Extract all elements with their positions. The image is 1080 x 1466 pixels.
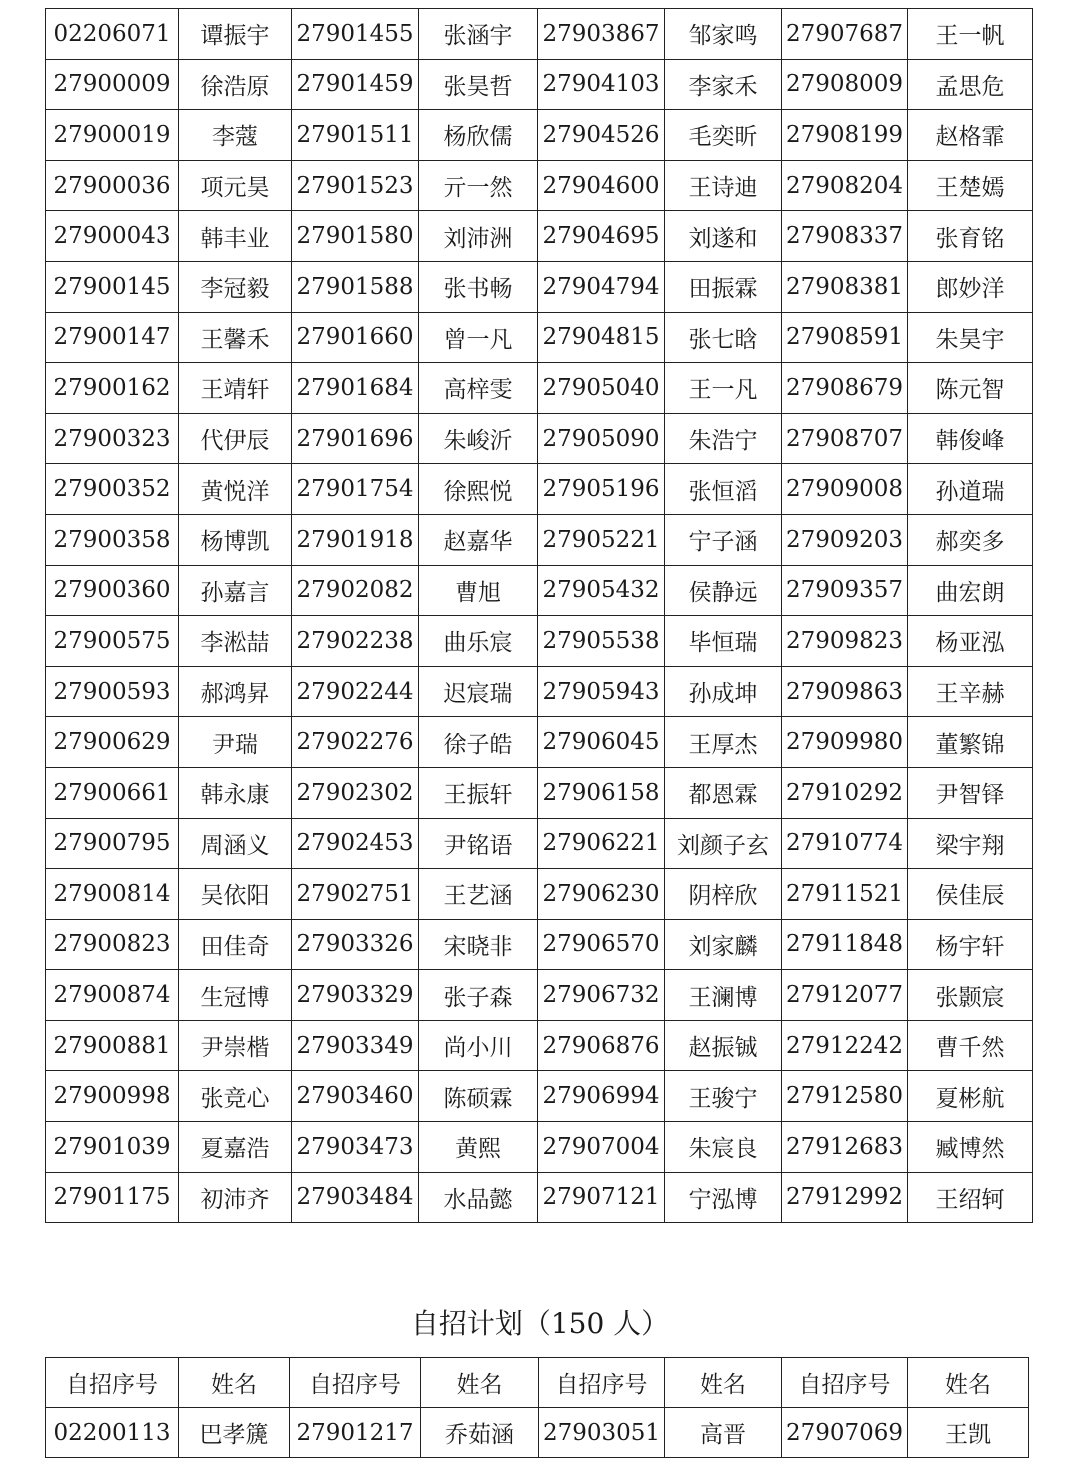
id-cell: 27904526	[538, 110, 665, 161]
name-cell: 宋晓非	[419, 919, 538, 970]
id-cell: 27905943	[538, 666, 665, 717]
name-cell: 迟宸瑞	[419, 666, 538, 717]
name-cell: 吴依阳	[179, 869, 292, 920]
name-cell: 郝奕多	[908, 514, 1033, 565]
name-cell: 张子森	[419, 970, 538, 1021]
id-cell: 27901511	[292, 110, 419, 161]
id-cell: 27900575	[46, 616, 179, 667]
table-row	[46, 514, 1033, 565]
name-cell: 徐浩原	[179, 59, 292, 110]
id-cell: 27909357	[782, 565, 908, 616]
id-cell: 27905538	[538, 616, 665, 667]
column-header: 姓名	[179, 1358, 290, 1408]
table-row	[46, 818, 1033, 869]
id-cell: 27902751	[292, 869, 419, 920]
name-cell: 亓一然	[419, 160, 538, 211]
id-cell: 27901459	[292, 59, 419, 110]
id-cell: 27900593	[46, 666, 179, 717]
column-header: 姓名	[665, 1358, 782, 1408]
id-cell: 27910774	[782, 818, 908, 869]
name-cell: 毕恒瑞	[665, 616, 782, 667]
id-cell: 27903473	[292, 1122, 419, 1173]
id-cell: 27901918	[292, 514, 419, 565]
id-cell: 27900043	[46, 211, 179, 262]
table-row	[46, 1408, 1029, 1458]
name-cell: 王一凡	[665, 363, 782, 414]
column-header: 自招序号	[539, 1358, 665, 1408]
self-enrollment-table	[45, 1357, 1029, 1458]
id-cell: 27900162	[46, 363, 179, 414]
id-cell: 27900874	[46, 970, 179, 1021]
table-row	[46, 767, 1033, 818]
name-cell: 夏彬航	[908, 1071, 1033, 1122]
table-row	[46, 110, 1033, 161]
column-header: 姓名	[421, 1358, 539, 1408]
id-cell: 27902302	[292, 767, 419, 818]
id-cell: 27907004	[538, 1122, 665, 1173]
name-cell: 韩丰业	[179, 211, 292, 262]
name-cell: 曾一凡	[419, 312, 538, 363]
name-cell: 项元昊	[179, 160, 292, 211]
id-cell: 27908591	[782, 312, 908, 363]
id-cell: 27912683	[782, 1122, 908, 1173]
name-cell: 都恩霖	[665, 767, 782, 818]
name-cell: 曹千然	[908, 1020, 1033, 1071]
id-cell: 27904815	[538, 312, 665, 363]
id-cell: 27912077	[782, 970, 908, 1021]
name-cell: 王艺涵	[419, 869, 538, 920]
name-cell: 王靖轩	[179, 363, 292, 414]
id-cell: 27903460	[292, 1071, 419, 1122]
id-cell: 27901523	[292, 160, 419, 211]
name-cell: 水品懿	[419, 1172, 538, 1223]
id-cell: 27905040	[538, 363, 665, 414]
table-row	[46, 869, 1033, 920]
id-cell: 27900323	[46, 413, 179, 464]
name-cell: 尹瑞	[179, 717, 292, 768]
table-row	[46, 1020, 1033, 1071]
name-cell: 张昊哲	[419, 59, 538, 110]
id-cell: 27900145	[46, 261, 179, 312]
id-cell: 27900147	[46, 312, 179, 363]
name-cell: 谭振宇	[179, 9, 292, 60]
name-cell: 杨宇轩	[908, 919, 1033, 970]
id-cell: 27912580	[782, 1071, 908, 1122]
name-cell: 张育铭	[908, 211, 1033, 262]
name-cell: 臧博然	[908, 1122, 1033, 1173]
id-cell: 27900352	[46, 464, 179, 515]
name-cell: 李蔻	[179, 110, 292, 161]
id-cell: 27902238	[292, 616, 419, 667]
table-row	[46, 464, 1033, 515]
id-cell: 27903051	[539, 1408, 665, 1458]
name-cell: 代伊辰	[179, 413, 292, 464]
name-cell: 杨博凯	[179, 514, 292, 565]
table-row	[46, 9, 1033, 60]
name-cell: 夏嘉浩	[179, 1122, 292, 1173]
name-cell: 王厚杰	[665, 717, 782, 768]
table-row	[46, 211, 1033, 262]
id-cell: 27906230	[538, 869, 665, 920]
name-cell: 王楚嫣	[908, 160, 1033, 211]
name-cell: 张七晗	[665, 312, 782, 363]
id-cell: 27908381	[782, 261, 908, 312]
id-cell: 27904794	[538, 261, 665, 312]
id-cell: 27908707	[782, 413, 908, 464]
name-cell: 王诗迪	[665, 160, 782, 211]
name-cell: 徐子皓	[419, 717, 538, 768]
id-cell: 27910292	[782, 767, 908, 818]
id-cell: 27908009	[782, 59, 908, 110]
name-cell: 王振轩	[419, 767, 538, 818]
table-row	[46, 261, 1033, 312]
id-cell: 27905221	[538, 514, 665, 565]
id-cell: 27901039	[46, 1122, 179, 1173]
id-cell: 27906221	[538, 818, 665, 869]
name-cell: 郝鸿昇	[179, 666, 292, 717]
name-cell: 杨亚泓	[908, 616, 1033, 667]
id-cell: 27907687	[782, 9, 908, 60]
table-row	[46, 970, 1033, 1021]
id-cell: 27909008	[782, 464, 908, 515]
name-cell: 王辛赫	[908, 666, 1033, 717]
name-cell: 朱宸良	[665, 1122, 782, 1173]
name-cell: 王骏宁	[665, 1071, 782, 1122]
name-cell: 梁宇翔	[908, 818, 1033, 869]
name-cell: 刘沛洲	[419, 211, 538, 262]
name-cell: 陈元智	[908, 363, 1033, 414]
name-cell: 韩永康	[179, 767, 292, 818]
id-cell: 27907069	[782, 1408, 908, 1458]
column-header: 姓名	[908, 1358, 1029, 1408]
name-cell: 曲乐宸	[419, 616, 538, 667]
name-cell: 尹智铎	[908, 767, 1033, 818]
id-cell: 27905432	[538, 565, 665, 616]
id-cell: 27906994	[538, 1071, 665, 1122]
name-cell: 生冠博	[179, 970, 292, 1021]
name-cell: 张颢宸	[908, 970, 1033, 1021]
name-cell: 韩俊峰	[908, 413, 1033, 464]
id-cell: 27901684	[292, 363, 419, 414]
name-cell: 赵振铖	[665, 1020, 782, 1071]
id-cell: 27901588	[292, 261, 419, 312]
table-row	[46, 919, 1033, 970]
section-title: 自招计划（150 人）	[410, 1307, 670, 1340]
id-cell: 27906570	[538, 919, 665, 970]
column-header: 自招序号	[782, 1358, 908, 1408]
id-cell: 27908199	[782, 110, 908, 161]
name-cell: 李冠毅	[179, 261, 292, 312]
id-cell: 27907121	[538, 1172, 665, 1223]
name-cell: 宁泓博	[665, 1172, 782, 1223]
name-cell: 王一帆	[908, 9, 1033, 60]
name-cell: 刘遂和	[665, 211, 782, 262]
name-cell: 乔茹涵	[421, 1408, 539, 1458]
name-cell: 董繁锦	[908, 717, 1033, 768]
id-cell: 27908204	[782, 160, 908, 211]
id-cell: 27912242	[782, 1020, 908, 1071]
name-cell: 孙道瑞	[908, 464, 1033, 515]
table-row	[46, 1122, 1033, 1173]
column-header: 自招序号	[46, 1358, 179, 1408]
name-cell: 赵嘉华	[419, 514, 538, 565]
name-cell: 曲宏朗	[908, 565, 1033, 616]
id-cell: 27900629	[46, 717, 179, 768]
name-cell: 孙成坤	[665, 666, 782, 717]
column-header: 自招序号	[290, 1358, 421, 1408]
table-row	[46, 59, 1033, 110]
id-cell: 27901217	[290, 1408, 421, 1458]
id-cell: 02206071	[46, 9, 179, 60]
id-cell: 27901660	[292, 312, 419, 363]
id-cell: 27902244	[292, 666, 419, 717]
name-cell: 田振霖	[665, 261, 782, 312]
name-cell: 黄熙	[419, 1122, 538, 1173]
name-cell: 尹铭语	[419, 818, 538, 869]
name-cell: 高梓雯	[419, 363, 538, 414]
table-row	[46, 363, 1033, 414]
id-cell: 27906876	[538, 1020, 665, 1071]
id-cell: 27902453	[292, 818, 419, 869]
name-cell: 孙嘉言	[179, 565, 292, 616]
name-cell: 侯佳辰	[908, 869, 1033, 920]
name-cell: 陈硕霖	[419, 1071, 538, 1122]
name-cell: 张恒滔	[665, 464, 782, 515]
table-row	[46, 312, 1033, 363]
name-cell: 王凯	[908, 1408, 1029, 1458]
name-cell: 孟思危	[908, 59, 1033, 110]
name-cell: 张竞心	[179, 1071, 292, 1122]
name-cell: 杨欣儒	[419, 110, 538, 161]
id-cell: 27900795	[46, 818, 179, 869]
id-cell: 27903349	[292, 1020, 419, 1071]
id-cell: 27900036	[46, 160, 179, 211]
id-cell: 27902276	[292, 717, 419, 768]
id-cell: 27906732	[538, 970, 665, 1021]
id-cell: 27903867	[538, 9, 665, 60]
name-cell: 周涵义	[179, 818, 292, 869]
name-cell: 尚小川	[419, 1020, 538, 1071]
id-cell: 27909863	[782, 666, 908, 717]
id-cell: 27909980	[782, 717, 908, 768]
name-cell: 黄悦洋	[179, 464, 292, 515]
id-cell: 27900661	[46, 767, 179, 818]
table-row	[46, 717, 1033, 768]
name-cell: 王馨禾	[179, 312, 292, 363]
name-cell: 初沛齐	[179, 1172, 292, 1223]
name-cell: 曹旭	[419, 565, 538, 616]
id-cell: 27908679	[782, 363, 908, 414]
table-row	[46, 565, 1033, 616]
id-cell: 27903326	[292, 919, 419, 970]
name-cell: 郎妙洋	[908, 261, 1033, 312]
table-row	[46, 413, 1033, 464]
id-cell: 27900358	[46, 514, 179, 565]
name-cell: 李家禾	[665, 59, 782, 110]
id-cell: 27901754	[292, 464, 419, 515]
id-cell: 02200113	[46, 1408, 179, 1458]
name-cell: 朱昊宇	[908, 312, 1033, 363]
id-cell: 27900019	[46, 110, 179, 161]
name-cell: 李淞喆	[179, 616, 292, 667]
name-cell: 邹家鸣	[665, 9, 782, 60]
id-cell: 27901455	[292, 9, 419, 60]
table-row	[46, 160, 1033, 211]
table-header-row	[46, 1358, 1029, 1408]
name-cell: 王绍轲	[908, 1172, 1033, 1223]
name-cell: 宁子涵	[665, 514, 782, 565]
admission-list-table	[45, 8, 1033, 1223]
name-cell: 王澜博	[665, 970, 782, 1021]
id-cell: 27904695	[538, 211, 665, 262]
id-cell: 27906045	[538, 717, 665, 768]
name-cell: 赵格霏	[908, 110, 1033, 161]
name-cell: 朱峻沂	[419, 413, 538, 464]
name-cell: 刘家麟	[665, 919, 782, 970]
id-cell: 27901580	[292, 211, 419, 262]
id-cell: 27905196	[538, 464, 665, 515]
id-cell: 27904600	[538, 160, 665, 211]
id-cell: 27902082	[292, 565, 419, 616]
id-cell: 27903329	[292, 970, 419, 1021]
name-cell: 阴梓欣	[665, 869, 782, 920]
id-cell: 27900823	[46, 919, 179, 970]
id-cell: 27900360	[46, 565, 179, 616]
table-row	[46, 1172, 1033, 1223]
id-cell: 27905090	[538, 413, 665, 464]
id-cell: 27901696	[292, 413, 419, 464]
name-cell: 张书畅	[419, 261, 538, 312]
name-cell: 巴孝篪	[179, 1408, 290, 1458]
id-cell: 27909823	[782, 616, 908, 667]
name-cell: 刘颜子玄	[665, 818, 782, 869]
id-cell: 27906158	[538, 767, 665, 818]
name-cell: 毛奕昕	[665, 110, 782, 161]
name-cell: 张涵宇	[419, 9, 538, 60]
id-cell: 27900009	[46, 59, 179, 110]
id-cell: 27911848	[782, 919, 908, 970]
id-cell: 27909203	[782, 514, 908, 565]
id-cell: 27904103	[538, 59, 665, 110]
id-cell: 27900814	[46, 869, 179, 920]
id-cell: 27908337	[782, 211, 908, 262]
table-row	[46, 666, 1033, 717]
name-cell: 朱浩宁	[665, 413, 782, 464]
id-cell: 27900998	[46, 1071, 179, 1122]
name-cell: 田佳奇	[179, 919, 292, 970]
id-cell: 27911521	[782, 869, 908, 920]
id-cell: 27903484	[292, 1172, 419, 1223]
id-cell: 27912992	[782, 1172, 908, 1223]
name-cell: 高晋	[665, 1408, 782, 1458]
name-cell: 侯静远	[665, 565, 782, 616]
id-cell: 27900881	[46, 1020, 179, 1071]
table-row	[46, 616, 1033, 667]
name-cell: 徐熙悦	[419, 464, 538, 515]
table-row	[46, 1071, 1033, 1122]
name-cell: 尹崇楷	[179, 1020, 292, 1071]
id-cell: 27901175	[46, 1172, 179, 1223]
